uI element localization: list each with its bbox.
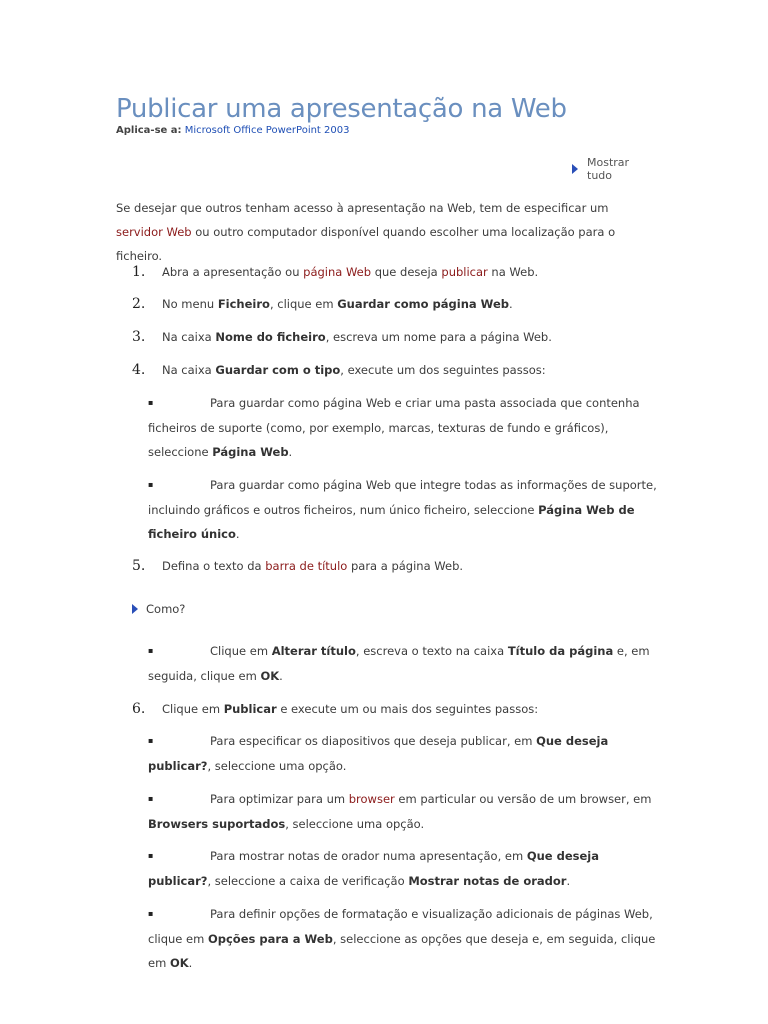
article: [116, 92, 657, 970]
list-item: [148, 787, 658, 836]
como-toggle[interactable]: [132, 602, 185, 616]
applies-product: Microsoft Office PowerPoint 2003: [184, 125, 350, 136]
applies-to: [116, 124, 656, 138]
bullet-text: Para guardar como página Web e criar uma pasta associada que contenha ficheiros de suporte (como, por exemplo, marcas, texturas de fundo e gráficos), seleccione Página Web.: [148, 396, 640, 459]
intro-text-2: ou outro computador disponível quando escolher uma localização para o ficheiro.: [116, 225, 616, 263]
bullet-icon: ▪: [148, 646, 154, 655]
show-all-label: Mostrar tudo: [587, 156, 630, 182]
step-text: Defina o texto da barra de título para a página Web.: [162, 559, 464, 573]
step-number: 1.: [132, 264, 146, 280]
page-title: Publicar uma apresentação na Web: [116, 94, 567, 124]
step-number: 6.: [132, 701, 146, 717]
bullet-text: Para guardar como página Web que integre todas as informações de suporte, incluindo gráficos e outros ficheiros, num único ficheiro, seleccione Página Web de ficheiro único.: [148, 478, 657, 541]
bullet-text: Para definir opções de formatação e visualização adicionais de páginas Web, clique em Opções para a Web, seleccione as opções que deseja e, em seguida, clique em OK.: [148, 907, 656, 970]
step-number: 2.: [132, 296, 146, 312]
list-item: [148, 729, 658, 778]
step-text: Abra a apresentação ou página Web que deseja publicar na Web.: [162, 265, 539, 279]
link-pagina-web[interactable]: página Web: [303, 265, 372, 279]
expand-arrow-icon: [132, 604, 138, 614]
list-item: [148, 902, 658, 976]
bullet-icon: ▪: [148, 480, 154, 489]
bullet-text: Para especificar os diapositivos que deseja publicar, em Que deseja publicar?, seleccione uma opção.: [148, 734, 609, 773]
link-publicar[interactable]: publicar: [441, 265, 488, 279]
list-item: [148, 391, 658, 465]
list-item: [148, 639, 658, 688]
step-text: Na caixa Nome do ficheiro, escreva um nome para a página Web.: [162, 330, 552, 344]
bullet-icon: ▪: [148, 794, 154, 803]
step-text: Clique em Publicar e execute um ou mais dos seguintes passos:: [162, 702, 539, 716]
bullet-icon: ▪: [148, 736, 154, 745]
link-browser[interactable]: browser: [348, 792, 395, 806]
step-number: 3.: [132, 329, 146, 345]
bullet-text: Para mostrar notas de orador numa apresentação, em Que deseja publicar?, seleccione a caixa de verificação Mostrar notas de orador.: [148, 849, 599, 888]
link-barra-de-titulo[interactable]: barra de título: [265, 559, 348, 573]
list-item: [148, 844, 658, 893]
bullet-text: Para optimizar para um browser em particular ou versão de um browser, em Browsers suportados, seleccione uma opção.: [148, 792, 652, 831]
bullet-icon: ▪: [148, 398, 154, 407]
como-label: Como?: [146, 602, 186, 616]
intro-paragraph: [116, 196, 656, 268]
step-text: No menu Ficheiro, clique em Guardar como página Web.: [162, 297, 513, 311]
step-text: Na caixa Guardar com o tipo, execute um dos seguintes passos:: [162, 363, 546, 377]
link-servidor-web[interactable]: servidor Web: [116, 225, 192, 239]
step-number: 4.: [132, 362, 146, 378]
step-number: 5.: [132, 558, 146, 574]
list-item: [148, 473, 658, 547]
bullet-icon: ▪: [148, 851, 154, 860]
show-all-link[interactable]: [572, 156, 656, 182]
bullet-icon: ▪: [148, 909, 154, 918]
intro-text: Se desejar que outros tenham acesso à apresentação na Web, tem de especificar um: [116, 201, 609, 215]
bullet-text: Clique em Alterar título, escreva o texto na caixa Título da página e, em seguida, clique em OK.: [148, 644, 650, 683]
expand-arrow-icon: [572, 164, 578, 174]
applies-label: Aplica-se a:: [116, 125, 182, 136]
